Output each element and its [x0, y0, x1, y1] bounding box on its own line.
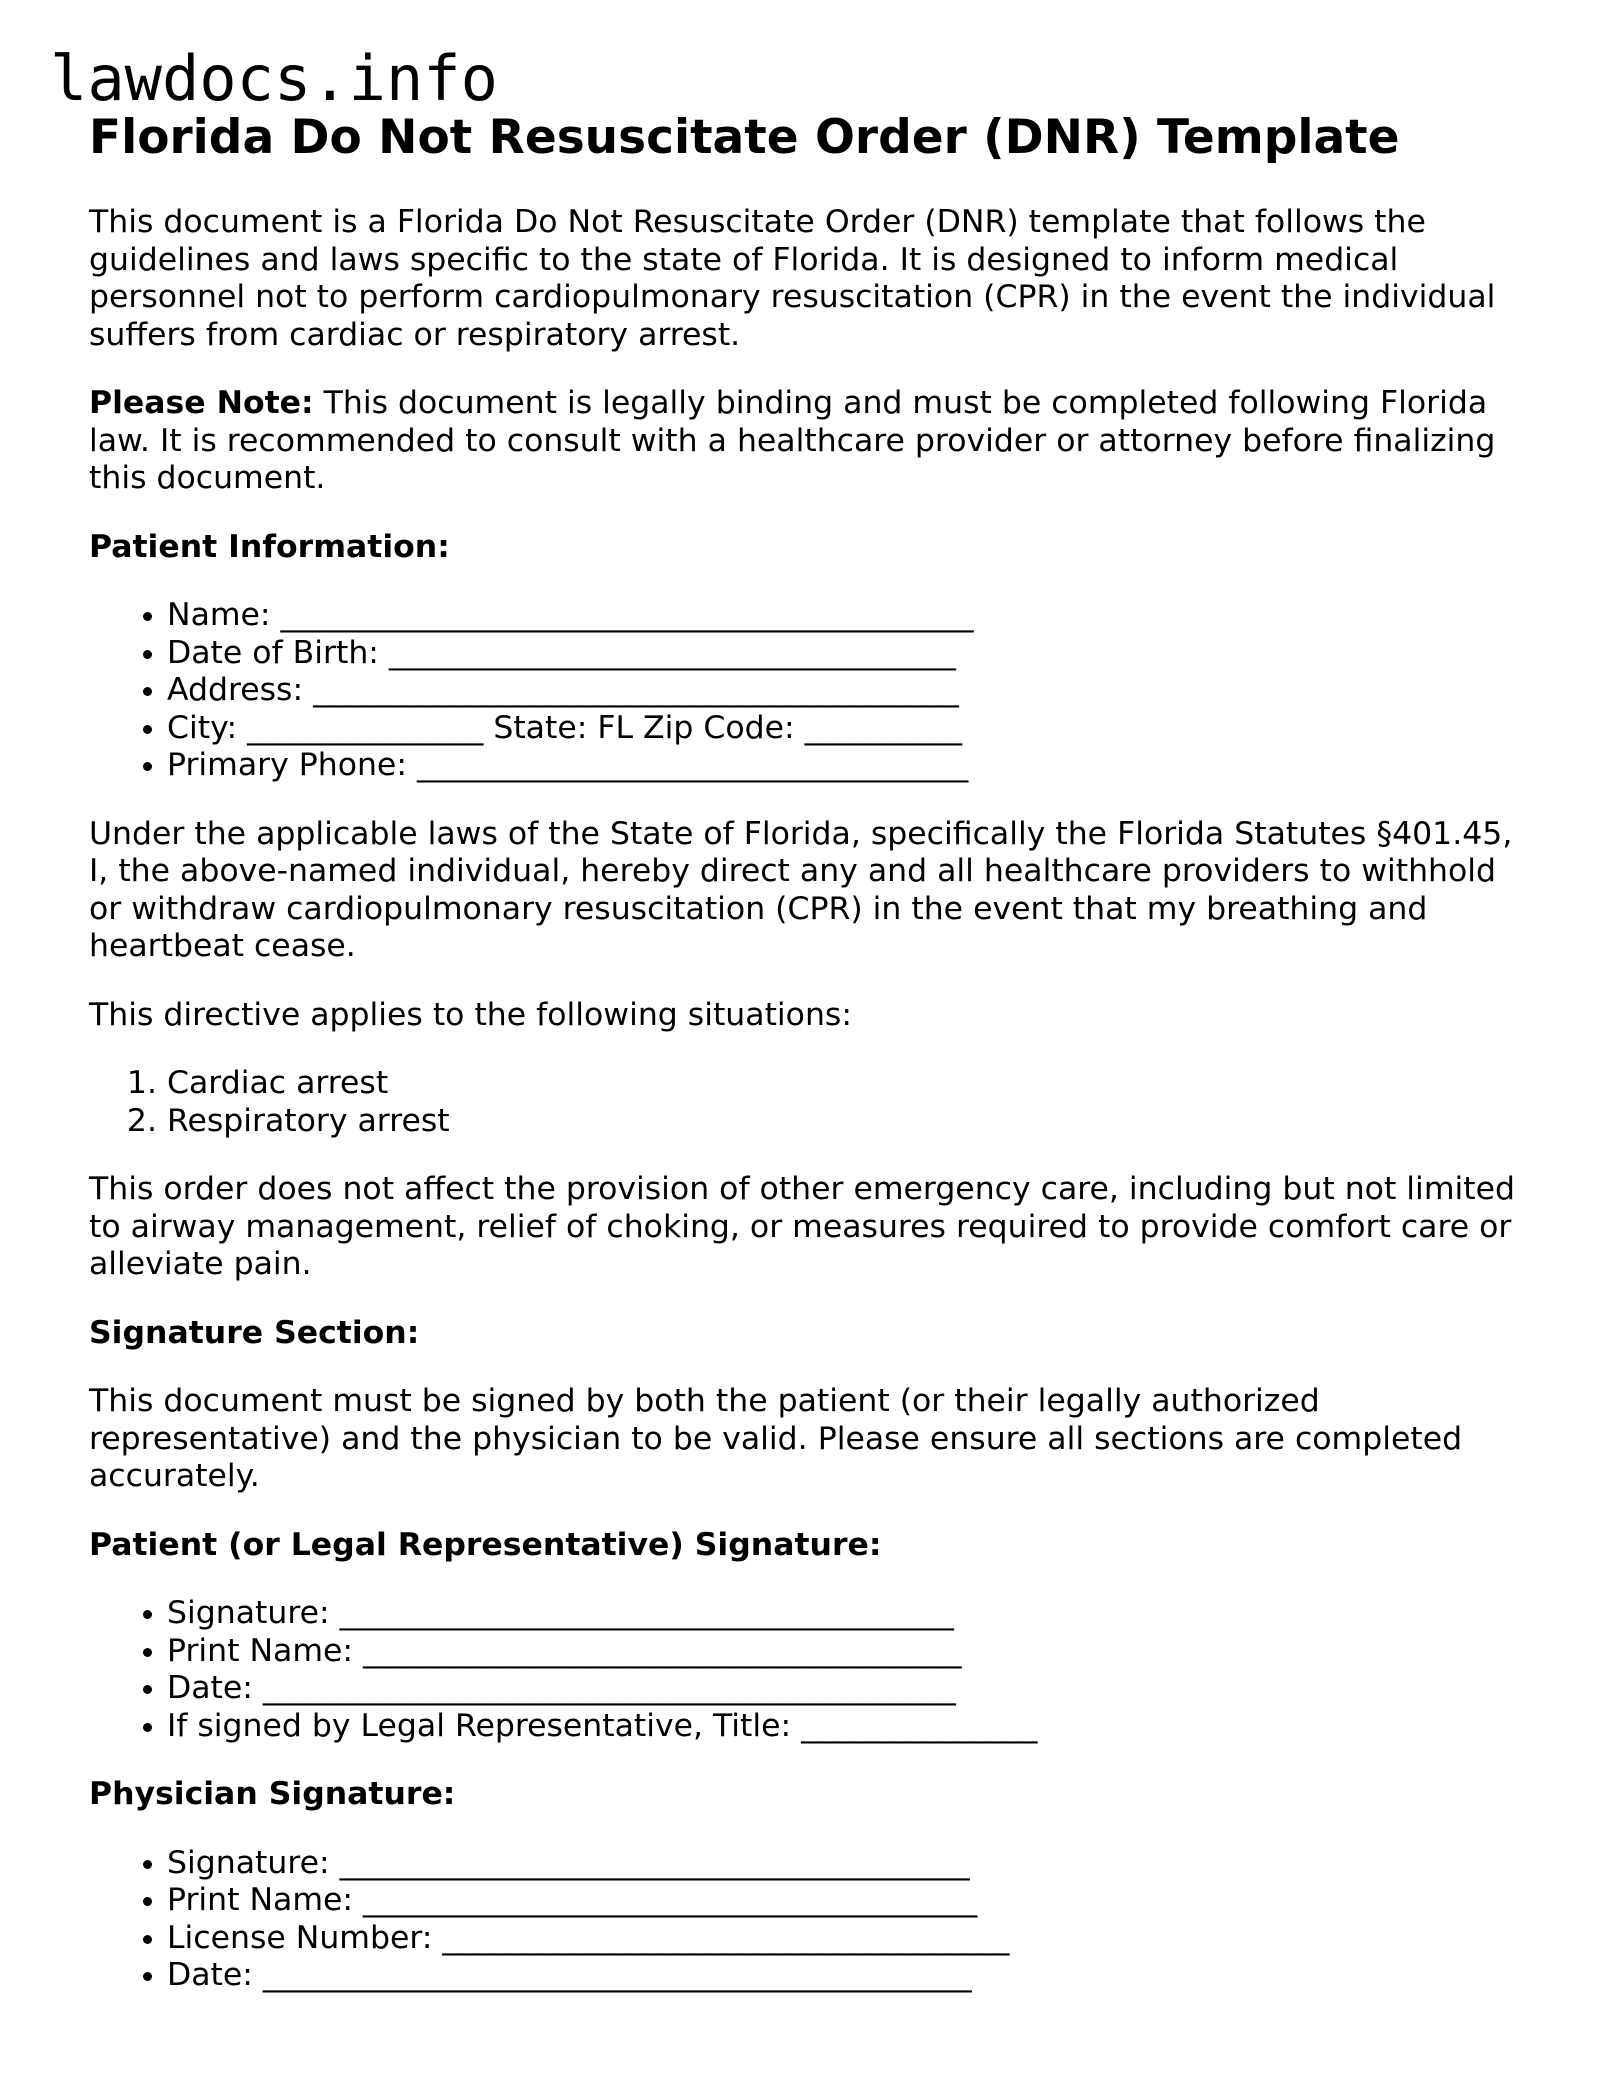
patient-date-field[interactable]: • Date: ____________________________________________	[167, 1670, 1529, 1708]
patient-signature-heading: Patient (or Legal Representative) Signature:	[89, 1526, 882, 1563]
patient-city-state-zip-field[interactable]: • City: _______________ State: FL Zip Code: __________	[167, 710, 1529, 748]
note-paragraph	[89, 385, 1529, 498]
patient-name-field[interactable]: • Name: ____________________________________________	[167, 597, 1529, 635]
physician-license-field[interactable]: • License Number: ____________________________________	[167, 1920, 1529, 1958]
patient-dob-field[interactable]: • Date of Birth: ____________________________________	[167, 635, 1529, 673]
legal-rep-title-field[interactable]: • If signed by Legal Representative, Title: _______________	[167, 1708, 1529, 1746]
patient-info-list	[89, 597, 1529, 785]
situation-item: 1. Cardiac arrest	[167, 1065, 1529, 1103]
physician-signature-heading: Physician Signature:	[89, 1776, 456, 1812]
site-watermark: lawdocs.info	[50, 42, 498, 115]
patient-signature-field[interactable]: • Signature: _______________________________________	[167, 1595, 1529, 1633]
document-title: Florida Do Not Resuscitate Order (DNR) Template	[89, 110, 1400, 165]
situation-item: 2. Respiratory arrest	[167, 1103, 1529, 1141]
physician-print-name-field[interactable]: • Print Name: _______________________________________	[167, 1882, 1529, 1920]
patient-phone-field[interactable]: • Primary Phone: ___________________________________	[167, 747, 1529, 785]
document-body	[89, 110, 1529, 2026]
patient-info-heading: Patient Information:	[89, 528, 450, 565]
statute-paragraph: Under the applicable laws of the State of Florida, specifically the Florida Statutes §401.45, I, the above-named individual, hereby direct any and all healthcare providers to withhold or withdraw cardiopulmonary resuscitation (CPR) in the event that my breathing and heartbeat cease.	[89, 815, 1513, 964]
intro-paragraph: This document is a Florida Do Not Resuscitate Order (DNR) template that follows the guidelines and laws specific to the state of Florida. It is designed to inform medical personnel not to perform cardiopulmonary resuscitation (CPR) in the event the individual suffers from cardiac or respiratory arrest.	[89, 204, 1496, 353]
directive-intro: This directive applies to the following situations:	[89, 996, 852, 1033]
note-text: This document is legally binding and must be completed following Florida law. It is recommended to consult with a healthcare provider or attorney before finalizing this document.	[89, 385, 1496, 496]
provision-paragraph: This order does not affect the provision of other emergency care, including but not limited to airway management, relief of choking, or measures required to provide comfort care or alleviate pain.	[89, 1171, 1515, 1282]
note-label: Please Note:	[89, 385, 314, 421]
patient-address-field[interactable]: • Address: _________________________________________	[167, 672, 1529, 710]
signature-section-text: This document must be signed by both the patient (or their legally authorized representative) and the physician to be valid. Please ensure all sections are completed accurately.	[89, 1383, 1463, 1494]
situations-list	[89, 1065, 1529, 1140]
signature-section-heading: Signature Section:	[89, 1314, 420, 1351]
patient-print-name-field[interactable]: • Print Name: ______________________________________	[167, 1633, 1529, 1671]
physician-date-field[interactable]: • Date: _____________________________________________	[167, 1957, 1529, 1995]
patient-signature-list	[89, 1595, 1529, 1745]
physician-signature-field[interactable]: • Signature: ________________________________________	[167, 1845, 1529, 1883]
physician-signature-list	[89, 1845, 1529, 1995]
